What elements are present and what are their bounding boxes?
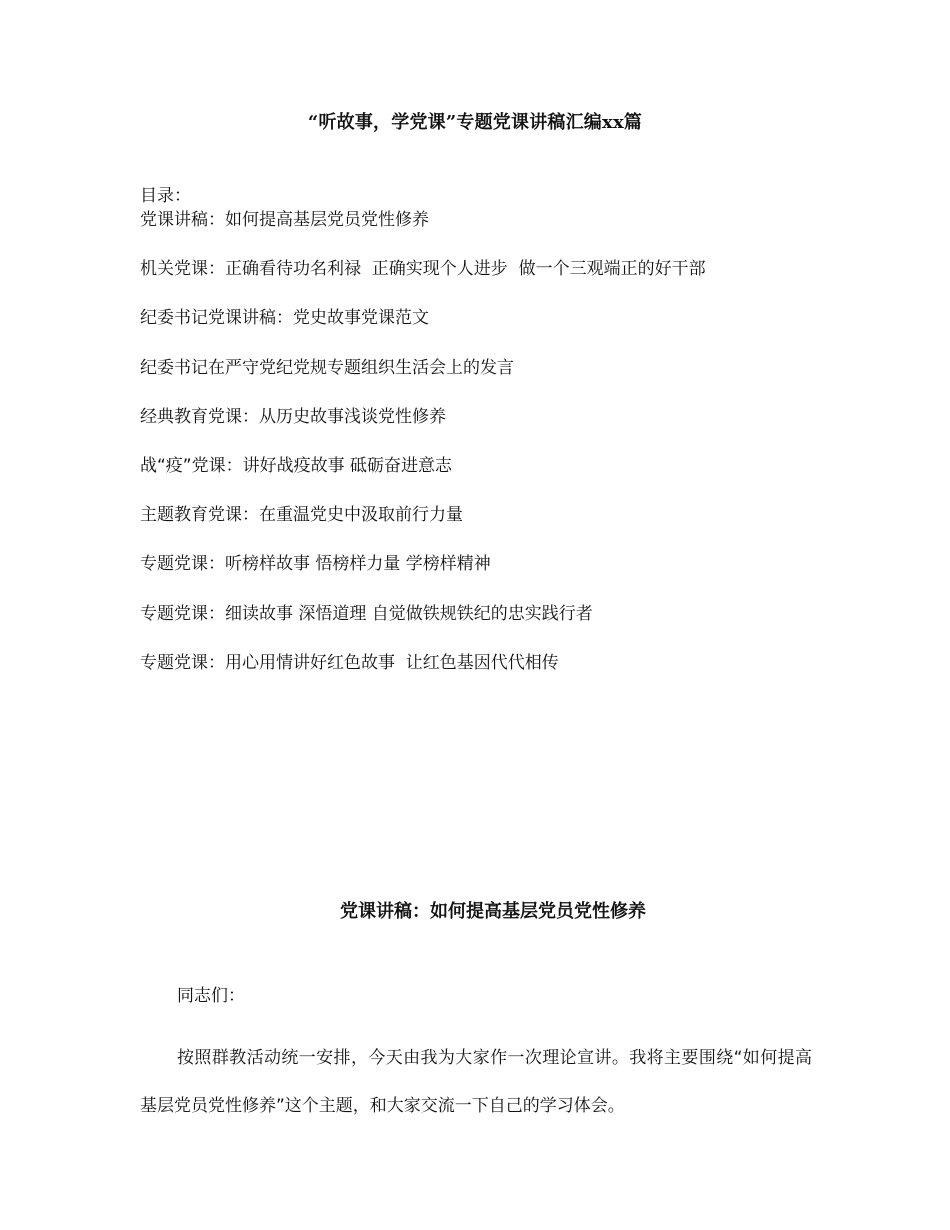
toc-item: 纪委书记在严守党纪党规专题组织生活会上的发言 bbox=[140, 357, 514, 378]
toc-item: 专题党课：用心用情讲好红色故事 让红色基因代代相传 bbox=[140, 652, 559, 673]
toc-item: 党课讲稿：如何提高基层党员党性修养 bbox=[140, 210, 429, 230]
table-of-contents bbox=[140, 208, 840, 700]
toc-item: 专题党课：细读故事 深悟道理 自觉做铁规铁纪的忠实践行者 bbox=[140, 603, 593, 624]
greeting: 同志们： bbox=[177, 986, 245, 1006]
toc-item: 战“疫”党课：讲好战疫故事 砥砺奋进意志 bbox=[140, 455, 453, 476]
toc-item: 机关党课：正确看待功名利禄 正确实现个人进步 做一个三观端正的好干部 bbox=[140, 259, 706, 280]
toc-label: 目录： bbox=[140, 186, 191, 206]
toc-item: 专题党课：听榜样故事 悟榜样力量 学榜样精神 bbox=[140, 554, 491, 575]
toc-item: 经典教育党课：从历史故事浅谈党性修养 bbox=[140, 406, 446, 427]
toc-item: 纪委书记党课讲稿：党史故事党课范文 bbox=[140, 308, 429, 329]
body-paragraph: 按照群教活动统一安排，今天由我为大家作一次理论宣讲。我将主要围绕“如何提高基层党员党性修养”这个主题，和大家交流一下自己的学习体会。 bbox=[140, 1048, 812, 1116]
section-title: 党课讲稿：如何提高基层党员党性修养 bbox=[340, 901, 646, 922]
document-title: “听故事，学党课”专题党课讲稿汇编xx篇 bbox=[307, 112, 643, 133]
toc-item: 主题教育党课：在重温党史中汲取前行力量 bbox=[140, 505, 463, 526]
